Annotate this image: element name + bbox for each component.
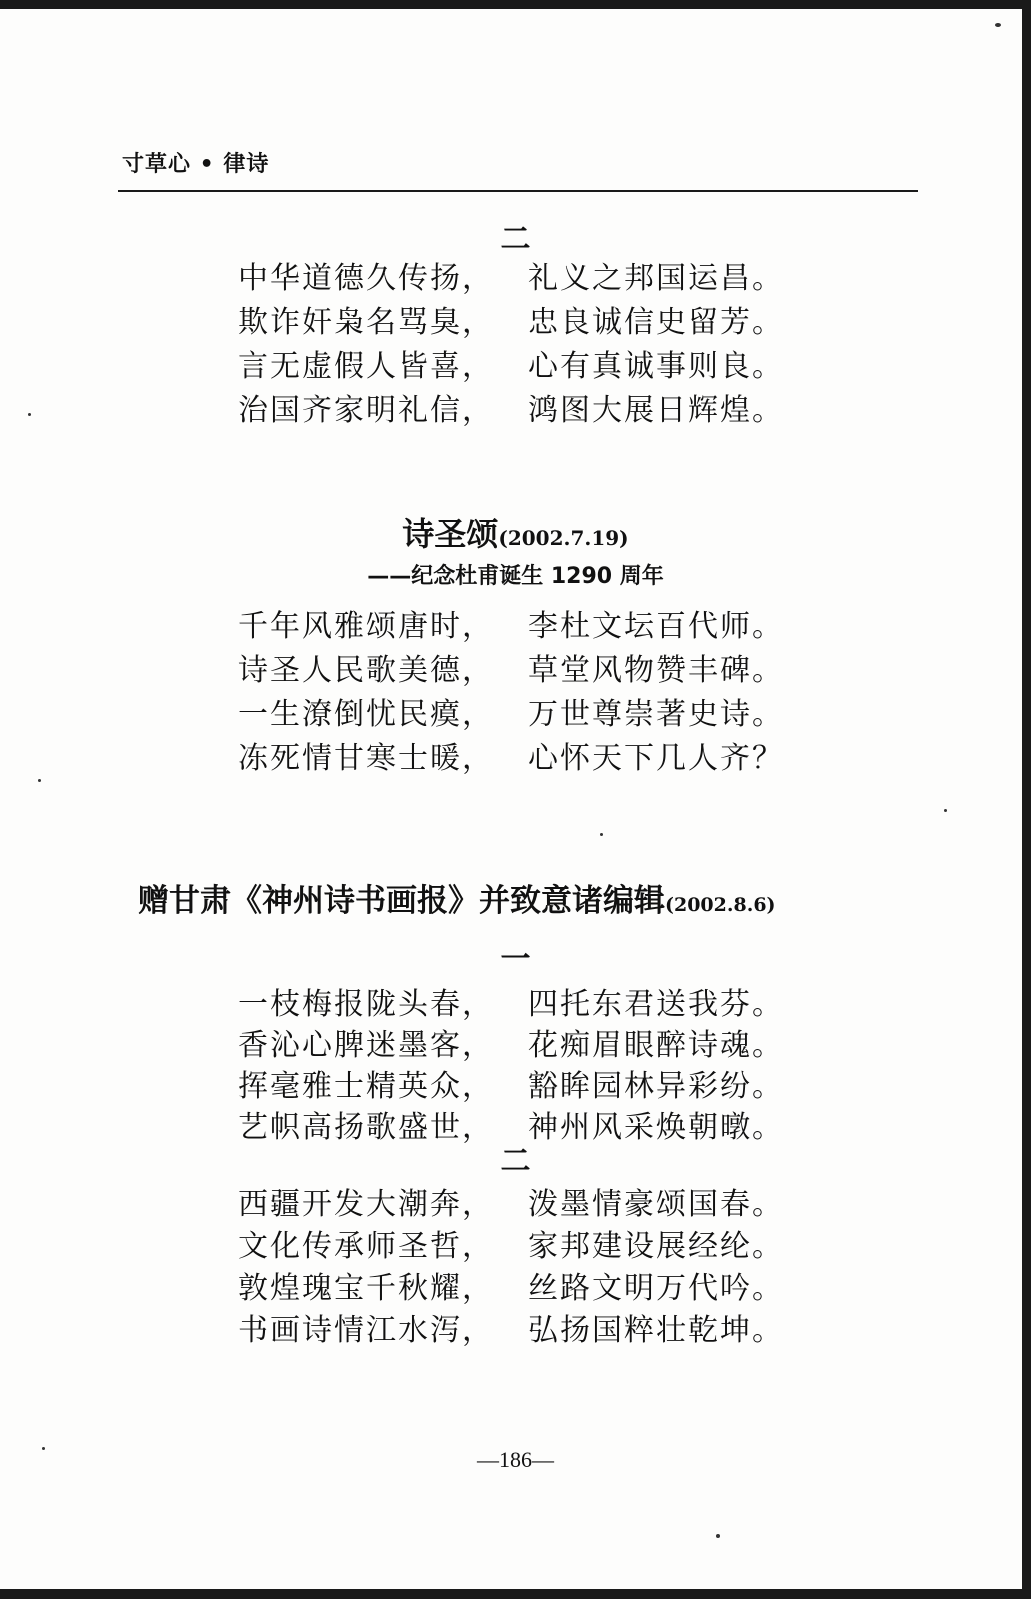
- verse-line: 书画诗情江水泻， 弘扬国粹壮乾坤。: [238, 1313, 784, 1348]
- poem1-part-number: 二: [500, 222, 531, 257]
- verse-line: 一枝梅报陇头春， 四托东君送我芬。: [238, 987, 784, 1022]
- poem2-stanza: [238, 605, 784, 781]
- running-header: 寸草心 • 律诗: [122, 152, 270, 177]
- poem2-title: [0, 509, 1031, 555]
- scan-speck: [716, 1534, 720, 1538]
- scan-speck: [600, 833, 603, 836]
- poem3-part1-number: 一: [500, 942, 531, 977]
- poem2-title-text: 诗圣颂: [402, 515, 499, 553]
- poem1-stanza: [238, 257, 784, 433]
- poem3-part1-stanza: [238, 983, 784, 1147]
- poem3-title-text: 赠甘肃《神州诗书画报》并致意诸编辑: [138, 883, 665, 919]
- verse-line: 西疆开发大潮奔， 泼墨情豪颂国春。: [238, 1187, 784, 1222]
- verse-line: 敦煌瑰宝千秋耀， 丝路文明万代吟。: [238, 1271, 784, 1306]
- poem3-date: (2002.8.6): [665, 894, 776, 916]
- scan-speck: [28, 413, 31, 416]
- verse-line: 欺诈奸枭名骂臭， 忠良诚信史留芳。: [238, 305, 784, 340]
- verse-line: 一生潦倒忧民瘼， 万世尊崇著史诗。: [238, 697, 784, 732]
- verse-line: 香沁心脾迷墨客， 花痴眉眼醉诗魂。: [238, 1028, 784, 1063]
- poem2-subtitle: ——纪念杜甫诞生 1290 周年: [367, 564, 664, 589]
- scan-speck: [42, 1447, 45, 1450]
- verse-line: 挥毫雅士精英众， 豁眸园林异彩纷。: [238, 1069, 784, 1104]
- verse-line: 治国齐家明礼信， 鸿图大展日辉煌。: [238, 393, 784, 428]
- scan-speck: [944, 809, 947, 812]
- poem2-date: (2002.7.19): [498, 526, 629, 550]
- poem3-part2-number: 二: [500, 1144, 531, 1179]
- verse-line: 冻死情甘寒士暖， 心怀天下几人齐？: [238, 741, 784, 776]
- scan-speck: [38, 779, 41, 782]
- verse-line: 言无虚假人皆喜， 心有真诚事则良。: [238, 349, 784, 384]
- verse-line: 艺帜高扬歌盛世， 神州风采焕朝暾。: [238, 1110, 784, 1145]
- poem3-part2-stanza: [238, 1183, 784, 1351]
- verse-line: 中华道德久传扬， 礼义之邦国运昌。: [238, 261, 784, 296]
- poem3-title: [138, 875, 776, 920]
- header-rule: [118, 190, 918, 192]
- scan-speck: [995, 23, 1001, 27]
- verse-line: 千年风雅颂唐时， 李杜文坛百代师。: [238, 609, 784, 644]
- page-number: —186—: [477, 1447, 554, 1472]
- verse-line: 诗圣人民歌美德， 草堂风物赞丰碑。: [238, 653, 784, 688]
- verse-line: 文化传承师圣哲， 家邦建设展经纶。: [238, 1229, 784, 1264]
